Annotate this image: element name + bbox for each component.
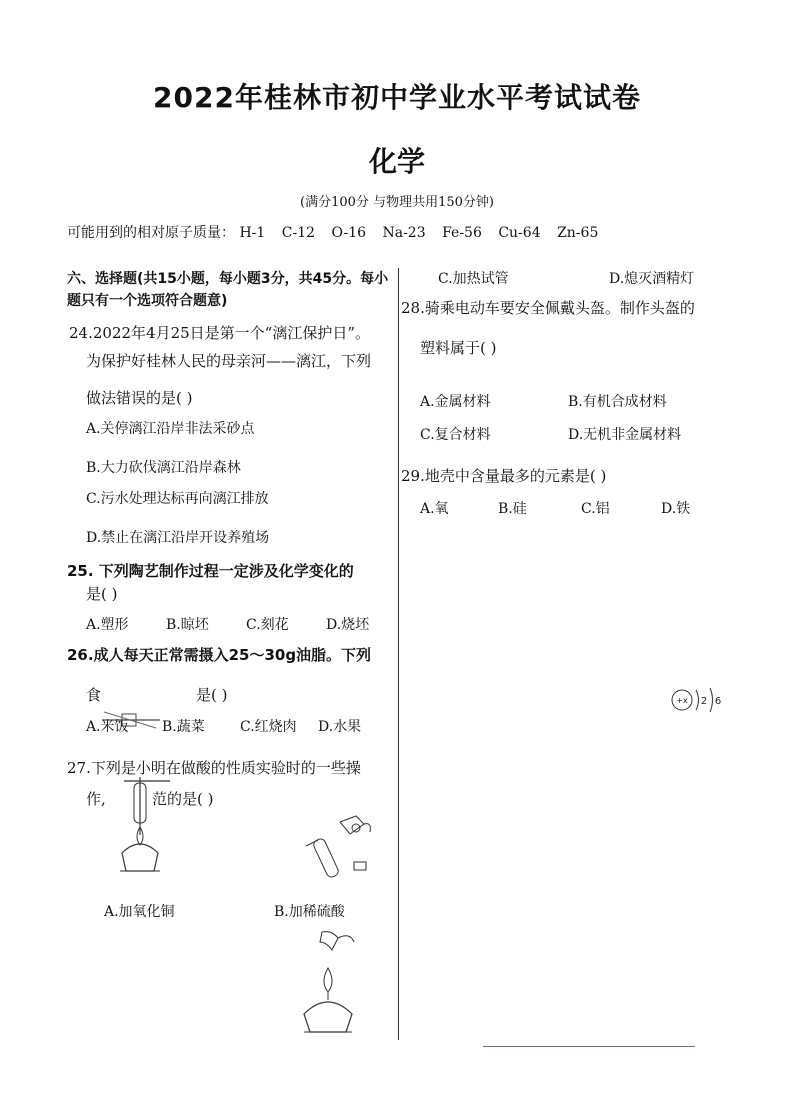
atom-nucleus-label: +x (676, 696, 688, 705)
q28-option-d: D.无机非金属材料 (568, 427, 682, 443)
atomic-mass-c: C-12 (281, 225, 316, 241)
pouring-acid-illustration (300, 812, 380, 882)
atom-shell2-electrons: 6 (714, 696, 722, 707)
alcohol-lamp-heating-illustration (110, 775, 180, 885)
q27-option-c: C.加热试管 (438, 271, 509, 287)
q25-option-c: C.刻花 (246, 617, 289, 633)
q24-line3: 做法错误的是( ) (86, 389, 193, 407)
footer-rule (483, 1046, 695, 1047)
q24-option-a: A.关停漓江沿岸非法采砂点 (86, 421, 255, 437)
column-divider (398, 268, 399, 1040)
q24-line1: 24.2022年4月25日是第一个“漓江保护日”。 (69, 324, 370, 342)
atomic-mass-h: H-1 (239, 225, 266, 241)
atomic-mass-zn: Zn-65 (557, 225, 599, 241)
q29-line1: 29.地壳中含量最多的元素是( ) (401, 467, 607, 485)
atomic-mass-fe: Fe-56 (442, 225, 482, 241)
q24-option-d: D.禁止在漓江沿岸开设养殖场 (86, 530, 270, 546)
atom-shell1-electrons: 2 (700, 696, 708, 707)
q25-option-b: B.晾坯 (166, 617, 209, 633)
q26-option-d: D.水果 (318, 719, 362, 735)
q28-line1: 28.骑乘电动车要安全佩戴头盔。制作头盔的 (401, 299, 695, 317)
q27-option-b: B.加稀硫酸 (274, 904, 345, 920)
q24-option-b: B.大力砍伐漓江沿岸森林 (86, 460, 241, 476)
test-tube-holder-illustration (96, 700, 166, 740)
q29-option-a: A.氧 (420, 501, 449, 517)
q29-option-d: D.铁 (661, 501, 691, 517)
q27-line2-end: 范的是( ) (152, 790, 214, 808)
page-title: 2022年桂林市初中学业水平考试试卷 (153, 81, 641, 114)
q28-option-c: C.复合材料 (420, 427, 491, 443)
q27-option-a: A.加氧化铜 (104, 904, 175, 920)
atomic-mass-na: Na-23 (382, 225, 426, 241)
q29-option-c: C.铝 (581, 501, 610, 517)
q25-line1: 25. 下列陶艺制作过程一定涉及化学变化的 (67, 562, 354, 580)
q28-line2: 塑料属于( ) (420, 339, 497, 357)
q26-option-c: C.红烧肉 (240, 719, 297, 735)
exam-note: (满分100分 与物理共用150分钟) (300, 195, 494, 210)
section-heading-line2: 题只有一个选项符合题意) (67, 293, 228, 309)
q28-option-a: A.金属材料 (420, 394, 491, 410)
q26-line2-end: 是( ) (196, 686, 228, 704)
q25-option-d: D.烧坯 (326, 617, 370, 633)
q29-option-b: B.硅 (498, 501, 527, 517)
atomic-mass-o: O-16 (331, 225, 367, 241)
subject-title: 化学 (368, 145, 425, 178)
q26-option-a: A.米饭 (86, 719, 129, 735)
q27-line2-start: 作, (86, 790, 106, 808)
atom-structure-diagram (668, 684, 728, 716)
atomic-masses-line (67, 222, 610, 242)
section-heading-line1: 六、选择题(共15小题，每小题3分，共45分。每小 (67, 271, 389, 287)
atomic-mass-cu: Cu-64 (498, 225, 541, 241)
q28-option-b: B.有机合成材料 (568, 394, 667, 410)
q27-option-d: D.熄灭酒精灯 (609, 271, 695, 287)
q26-option-b: B.蔬菜 (162, 719, 205, 735)
q26-line1: 26.成人每天正常需摄入25～30g油脂。下列 (67, 646, 372, 664)
q25-line2: 是( ) (86, 585, 118, 603)
q24-line2: 为保护好桂林人民的母亲河——漓江，下列 (86, 352, 372, 370)
q24-option-c: C.污水处理达标再向漓江排放 (86, 491, 269, 507)
atomic-masses-label: 可能用到的相对原子质量： (67, 225, 235, 241)
extinguish-lamp-illustration (292, 928, 362, 1038)
q25-option-a: A.塑形 (86, 617, 129, 633)
q27-line1: 27.下列是小明在做酸的性质实验时的一些操 (67, 759, 361, 777)
q26-line2-start: 食 (86, 686, 102, 704)
